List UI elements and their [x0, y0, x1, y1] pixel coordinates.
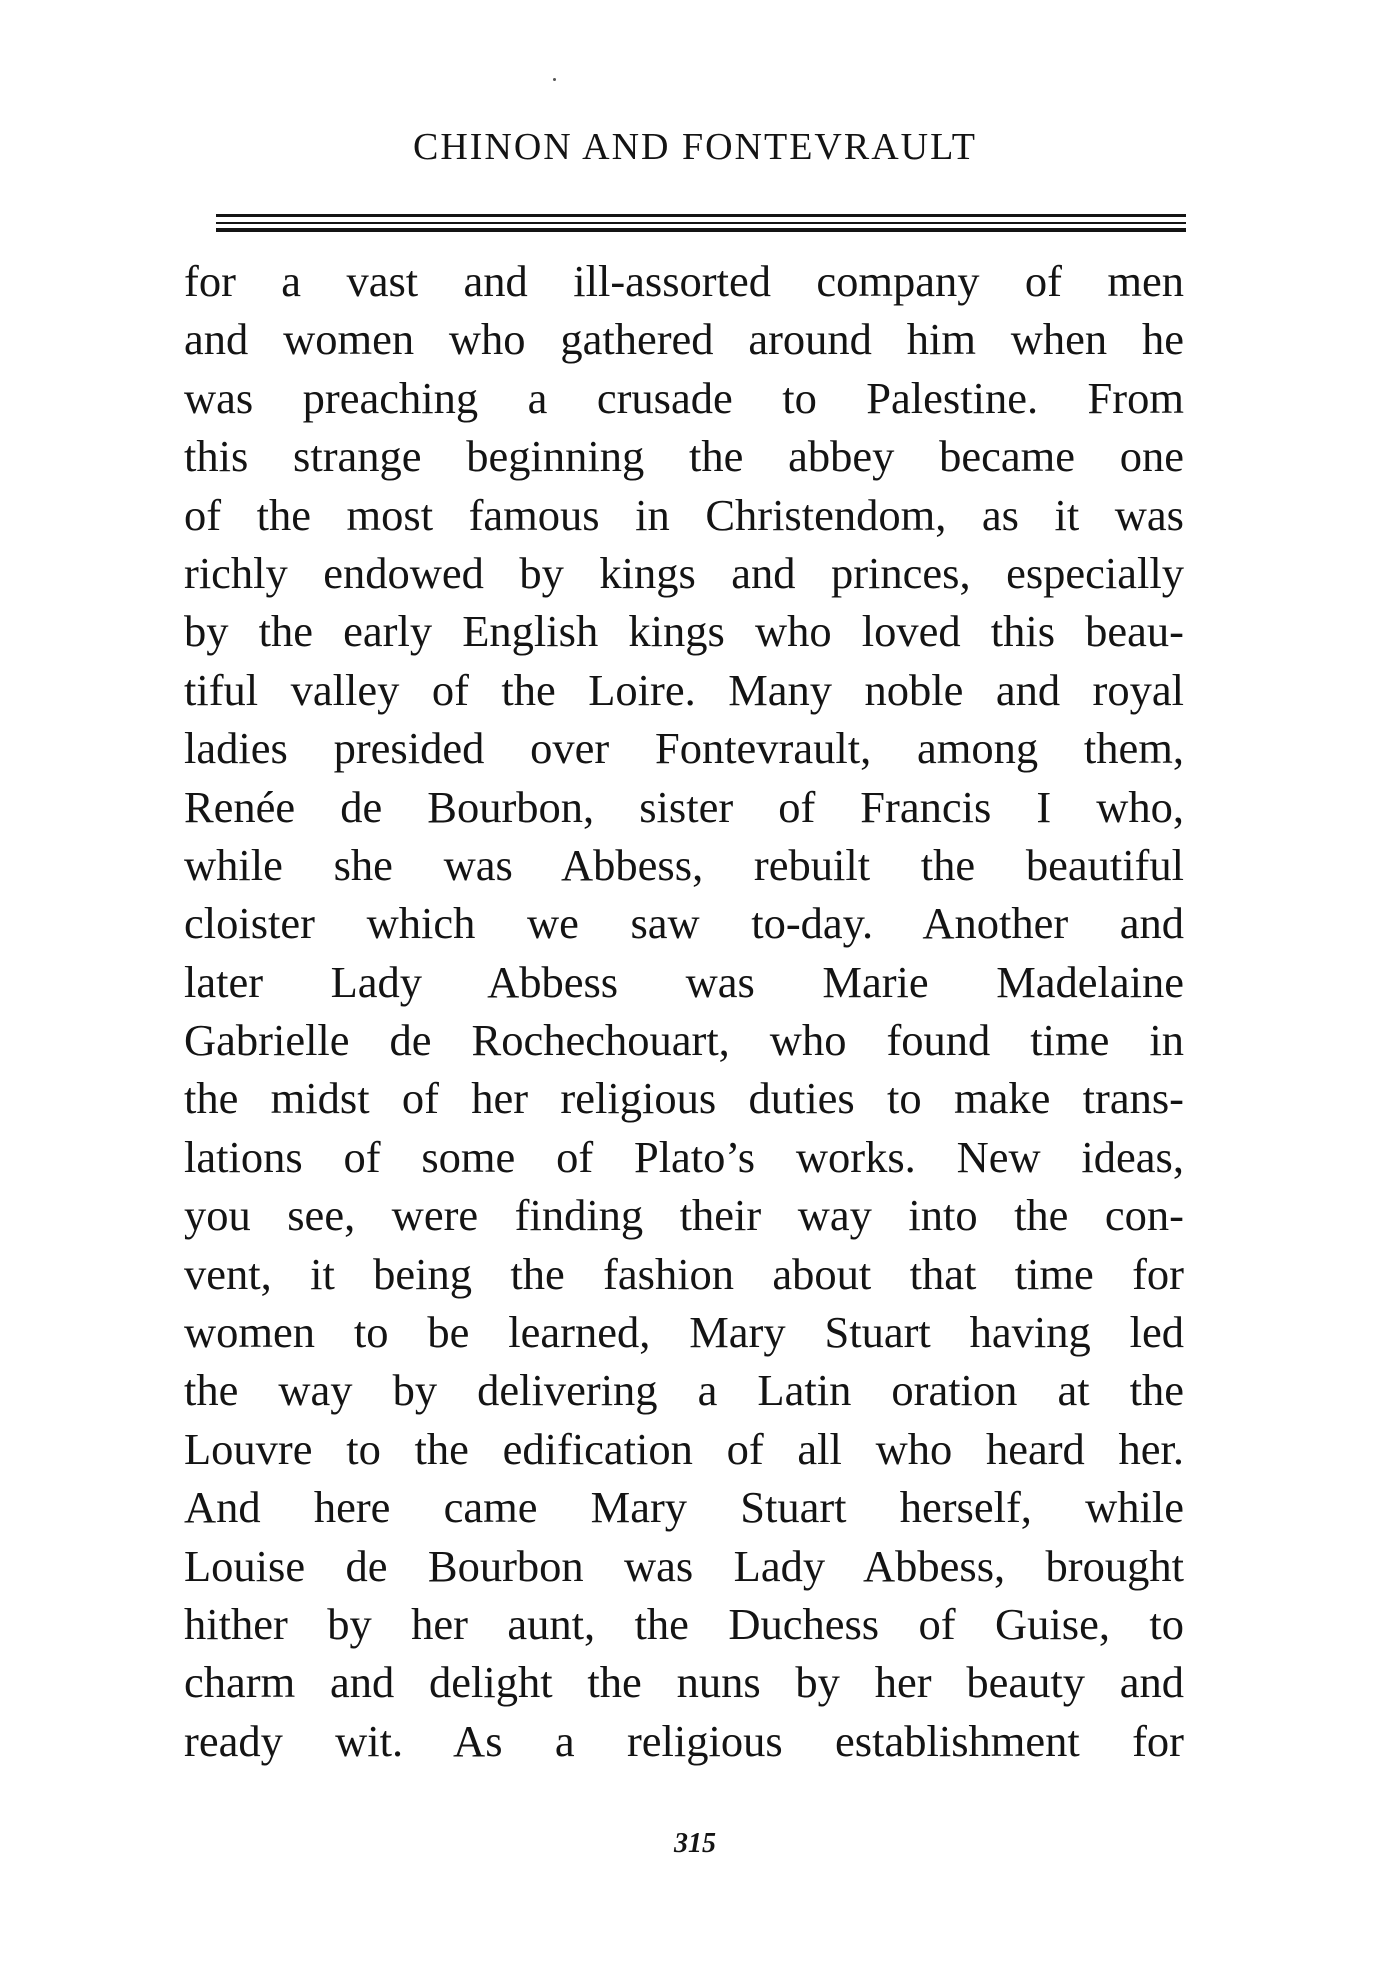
running-head: CHINON AND FONTEVRAULT: [412, 126, 978, 168]
text-line: this strange beginning the abbey became one: [184, 431, 1184, 482]
body-text: [184, 252, 1184, 1770]
page-number: 315: [674, 1828, 716, 1859]
text-line: Gabrielle de Rochechouart, who found time in: [184, 1015, 1184, 1066]
text-line: And here came Mary Stuart herself, while: [184, 1482, 1184, 1533]
text-line: Louvre to the edification of all who heard her.: [184, 1423, 1184, 1474]
text-line: while she was Abbess, rebuilt the beautiful: [184, 839, 1184, 890]
text-line: women to be learned, Mary Stuart having led: [184, 1307, 1184, 1358]
text-line: tiful valley of the Loire. Many noble and royal: [184, 664, 1184, 715]
text-line: was preaching a crusade to Palestine. From: [184, 372, 1184, 423]
text-line: vent, it being the fashion about that time for: [184, 1248, 1184, 1299]
text-line: and women who gathered around him when he: [184, 314, 1184, 365]
text-line: cloister which we saw to-day. Another and: [184, 898, 1184, 949]
print-speck: [553, 78, 556, 81]
text-line: by the early English kings who loved this beau-: [184, 606, 1184, 657]
header-rule: [216, 228, 1186, 232]
text-line: Renée de Bourbon, sister of Francis I who,: [184, 781, 1184, 832]
header-rule: [216, 214, 1186, 217]
text-line: you see, were finding their way into the con-: [184, 1190, 1184, 1241]
text-line: the way by delivering a Latin oration at the: [184, 1365, 1184, 1416]
text-line: hither by her aunt, the Duchess of Guise, to: [184, 1598, 1184, 1649]
text-line: lations of some of Plato’s works. New ideas,: [184, 1131, 1184, 1182]
header-rule: [216, 222, 1186, 224]
text-line: Louise de Bourbon was Lady Abbess, brought: [184, 1540, 1184, 1591]
text-line: later Lady Abbess was Marie Madelaine: [184, 956, 1184, 1007]
text-line: the midst of her religious duties to make trans-: [184, 1073, 1184, 1124]
text-line: for a vast and ill-assorted company of men: [184, 256, 1184, 306]
text-line: ladies presided over Fontevrault, among them,: [184, 723, 1184, 774]
text-line: of the most famous in Christendom, as it was: [184, 489, 1184, 540]
text-line: charm and delight the nuns by her beauty and: [184, 1657, 1184, 1708]
text-line: ready wit. As a religious establishment for: [184, 1715, 1184, 1766]
text-line: richly endowed by kings and princes, especially: [184, 547, 1184, 598]
